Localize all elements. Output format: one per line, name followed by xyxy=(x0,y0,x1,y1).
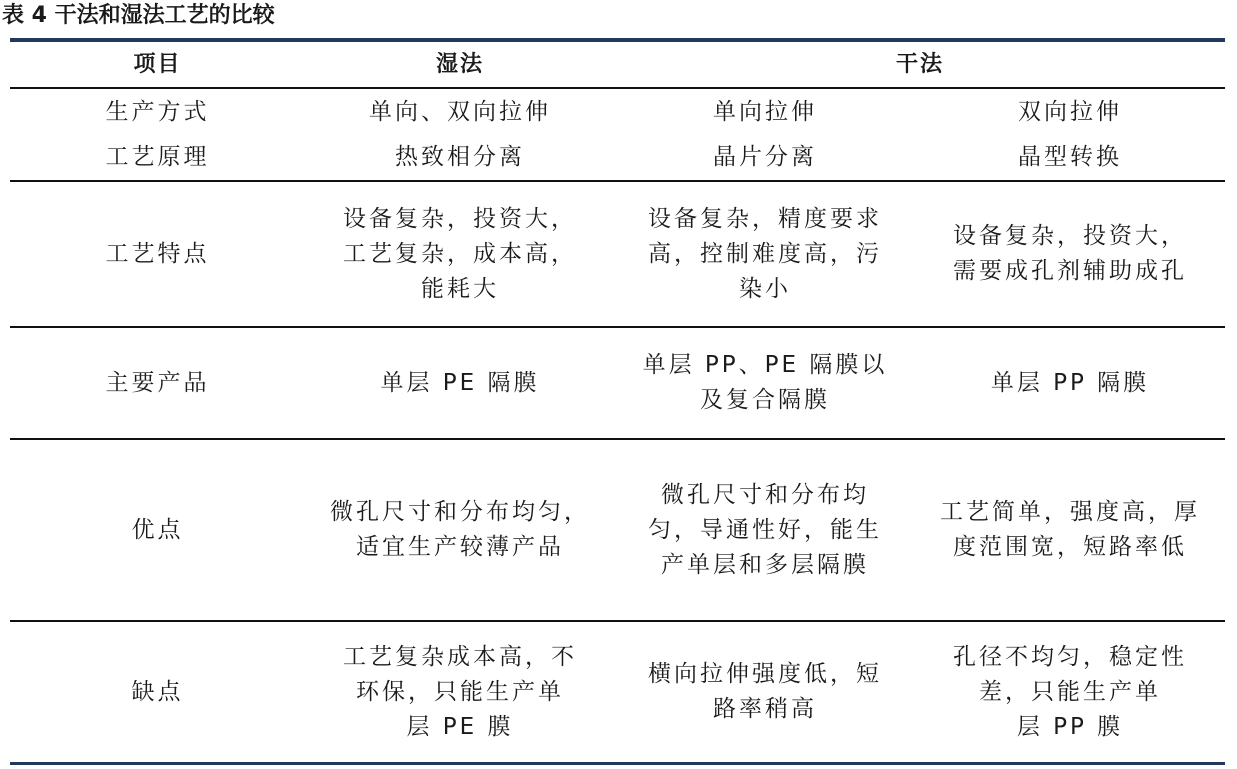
row-disadvantages-dry-biaxial: 孔径不均匀，稳定性 差，只能生产单 层 PP 膜 xyxy=(953,643,1187,740)
row-products-wet: 单层 PE 隔膜 xyxy=(380,369,540,396)
row-production-dry-uniaxial: 单向拉伸 xyxy=(713,98,817,125)
header-item: 项目 xyxy=(133,52,182,77)
row-features-item: 工艺特点 xyxy=(105,240,210,267)
row-products-item: 主要产品 xyxy=(105,369,210,396)
row-production-item: 生产方式 xyxy=(105,98,210,125)
row-principle-item: 工艺原理 xyxy=(105,143,210,170)
row-production-wet: 单向、双向拉伸 xyxy=(369,98,551,125)
row-products-dry-uniaxial: 单层 PP、PE 隔膜以 及复合隔膜 xyxy=(642,352,888,413)
row-principle-dry-biaxial: 晶型转换 xyxy=(1018,143,1122,170)
header-wet: 湿法 xyxy=(435,52,484,77)
header-rule xyxy=(10,87,1225,89)
row-advantages-item: 优点 xyxy=(131,516,184,543)
row-principle-dry-uniaxial: 晶片分离 xyxy=(713,143,817,170)
row-principle-wet: 热致相分离 xyxy=(395,143,525,170)
header-dry: 干法 xyxy=(895,52,944,77)
row-production-dry-biaxial: 双向拉伸 xyxy=(1018,98,1122,125)
row-features-wet: 设备复杂，投资大， 工艺复杂，成本高， 能耗大 xyxy=(343,205,577,302)
row-advantages-dry-uniaxial: 微孔尺寸和分布均 匀，导通性好，能生 产单层和多层隔膜 xyxy=(648,481,882,578)
bottom-rule xyxy=(10,762,1225,765)
row-products-dry-biaxial: 单层 PP 隔膜 xyxy=(990,369,1150,396)
row-features-dry-uniaxial: 设备复杂，精度要求 高，控制难度高，污 染小 xyxy=(648,205,882,302)
row-disadvantages-wet: 工艺复杂成本高，不 环保，只能生产单 层 PE 膜 xyxy=(343,643,577,740)
row-disadvantages-item: 缺点 xyxy=(131,678,184,705)
row-features-dry-biaxial: 设备复杂，投资大， 需要成孔剂辅助成孔 xyxy=(953,223,1187,284)
row-advantages-wet: 微孔尺寸和分布均匀， 适宜生产较薄产品 xyxy=(330,499,590,560)
row-advantages-dry-biaxial: 工艺简单，强度高，厚 度范围宽，短路率低 xyxy=(940,499,1200,560)
table-title: 表 4 干法和湿法工艺的比较 xyxy=(2,3,275,28)
row-disadvantages-dry-uniaxial: 横向拉伸强度低，短 路率稍高 xyxy=(648,661,882,722)
